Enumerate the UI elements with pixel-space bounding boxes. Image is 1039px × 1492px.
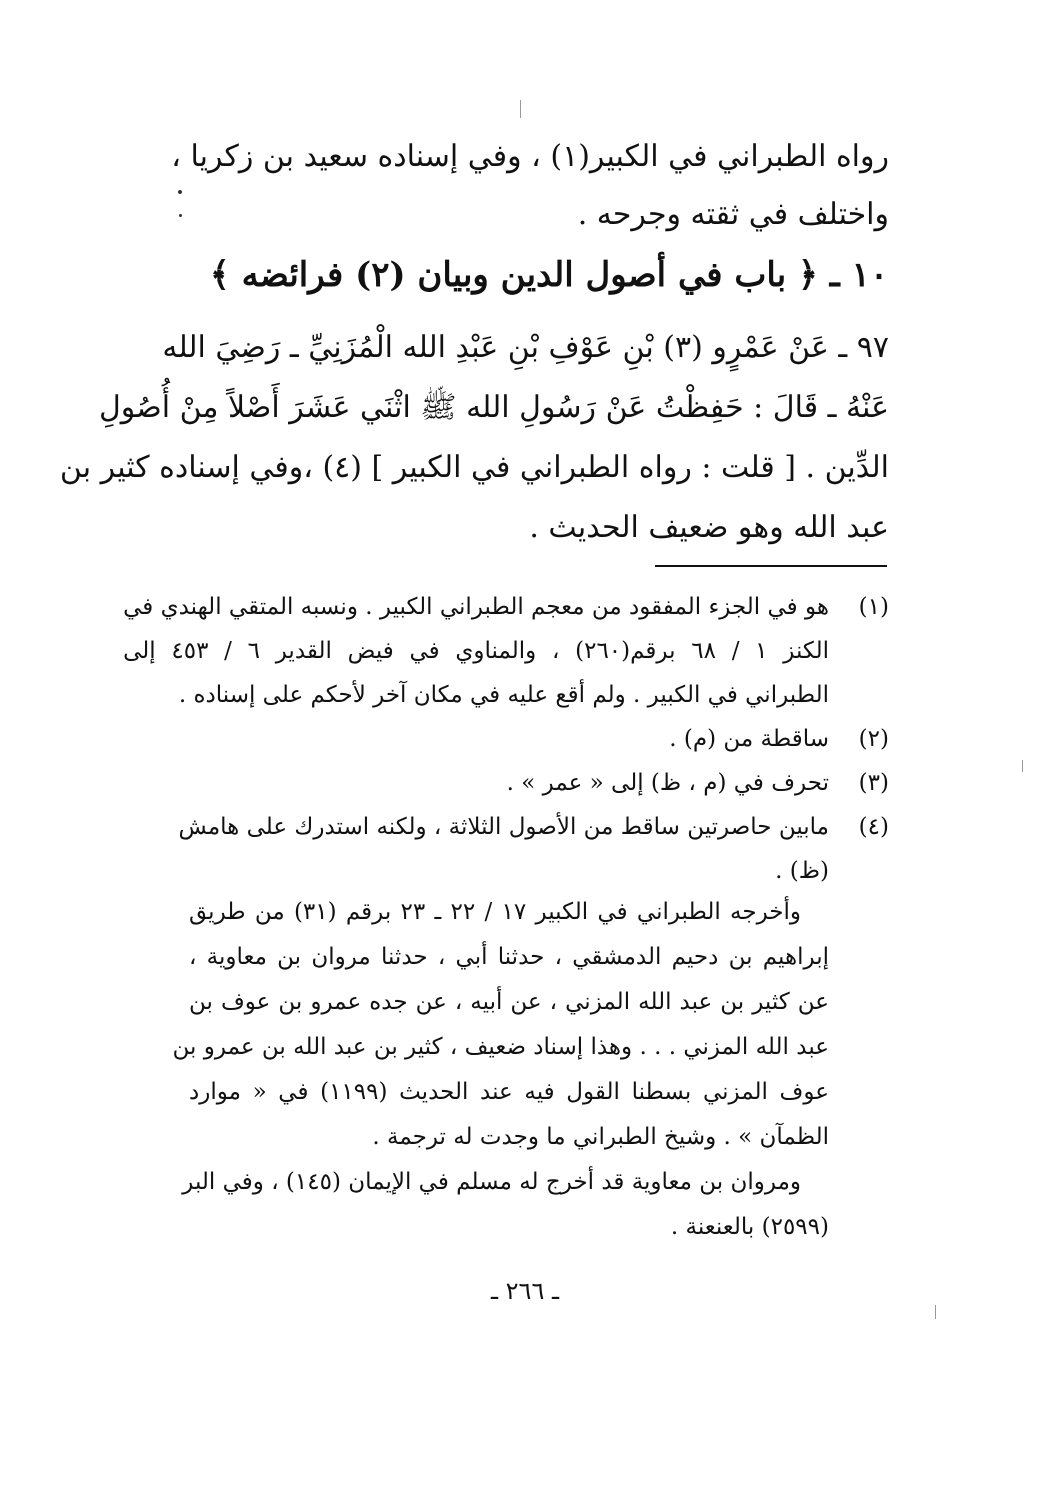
commentary-line: عبد الله المزني . . . وهذا إسناد ضعيف ، كثير بن عبد الله بن عمرو بن [172,1034,829,1060]
footnote-text [179,805,829,893]
commentary-paragraph [182,1160,829,1250]
commentary-line: إبراهيم بن دحيم الدمشقي ، حدثنا أبي ، حدثنا مروان بن معاوية ، [189,944,829,970]
intro-paragraph [171,128,889,244]
commentary-line: ومروان بن معاوية قد أخرج له مسلم في الإيمان (١٤٥) ، وفي البر [182,1169,801,1195]
footnote-line: الطبراني في الكبير . ولم أقع عليه في مكان آخر لأحكم على إسناده . [178,682,829,708]
hadith-line: عبد الله وهو ضعيف الحديث . [529,510,889,545]
commentary-line: وأخرجه الطبراني في الكبير ١٧ / ٢٢ ـ ٢٣ برقم (٣١) من طريق [189,899,801,925]
footnote-number: (٢) [858,726,889,752]
scan-mark [520,100,521,118]
commentary-line: (٢٥٩٩) بالعنعنة . [670,1214,829,1240]
footnote-text [189,717,829,761]
hadith-line: ٩٧ ـ عَنْ عَمْرٍو (٣) بْنِ عَوْفِ بْنِ عَبْدِ الله الْمُزَنِيِّ ـ رَضِيَ الله [162,330,889,365]
hadith-paragraph [59,318,889,558]
footnote-line: الكنز ١ / ٦٨ برقم(٢٦٠) ، والمناوي في فيض القدير ٦ / ٤٥٣ إلى [123,638,829,664]
footnote-line: مابين حاصرتين ساقط من الأصول الثلاثة ، ولكنه استدرك على هامش [178,814,829,840]
footnote-line: هو في الجزء المفقود من معجم الطبراني الكبير . ونسبه المتقي الهندي في [123,594,829,620]
footnote-number: (٤) [858,814,889,840]
footnote-line: (ظ) . [775,858,829,884]
page-number: ـ ٢٦٦ ـ [490,1277,559,1305]
commentary-line: عوف المزني بسطنا القول فيه عند الحديث (١١٩٩) في « موارد [189,1079,829,1105]
commentary-line: الظمآن » . وشيخ الطبراني ما وجدت له ترجمة . [372,1124,829,1150]
footnote-text [189,761,829,805]
hadith-line: الدِّين . [ قلت : رواه الطبراني في الكبير ] (٤) ،وفي إسناده كثير بن [59,450,889,485]
footnote-4 [178,805,889,893]
footnote-divider [655,565,887,567]
footnote-1 [123,585,889,717]
hadith-line: عَنْهُ ـ قَالَ : حَفِظْتُ عَنْ رَسُولِ الله ﷺ اثْنَي عَشَرَ أَصْلاً مِنْ أُصُولِ [98,390,889,425]
footnote-2 [189,717,889,761]
footnote-3 [189,761,889,805]
commentary-paragraph [172,890,829,1160]
scan-speck [179,214,182,217]
footnote-text [123,585,829,717]
scan-speck [178,190,182,194]
intro-line: واختلف في ثقته وجرحه . [577,197,889,232]
scan-mark [935,1305,936,1319]
intro-line: رواه الطبراني في الكبير(١) ، وفي إسناده سعيد بن زكريا ، [171,139,889,174]
footnotes-section [123,585,889,893]
footnote-number: (١) [858,594,889,620]
chapter-heading: ١٠ ـ ﴿ باب في أصول الدين وبيان (٢) فرائضه ﴾ [209,255,889,295]
footnote-line: ساقطة من (م) . [669,726,829,752]
footnote-number: (٣) [858,770,889,796]
commentary-line: عن كثير بن عبد الله المزني ، عن أبيه ، عن جده عمرو بن عوف بن [189,989,829,1015]
scan-mark [1022,760,1023,772]
footnote-line: تحرف في (م ، ظ) إلى « عمر » . [506,770,829,796]
